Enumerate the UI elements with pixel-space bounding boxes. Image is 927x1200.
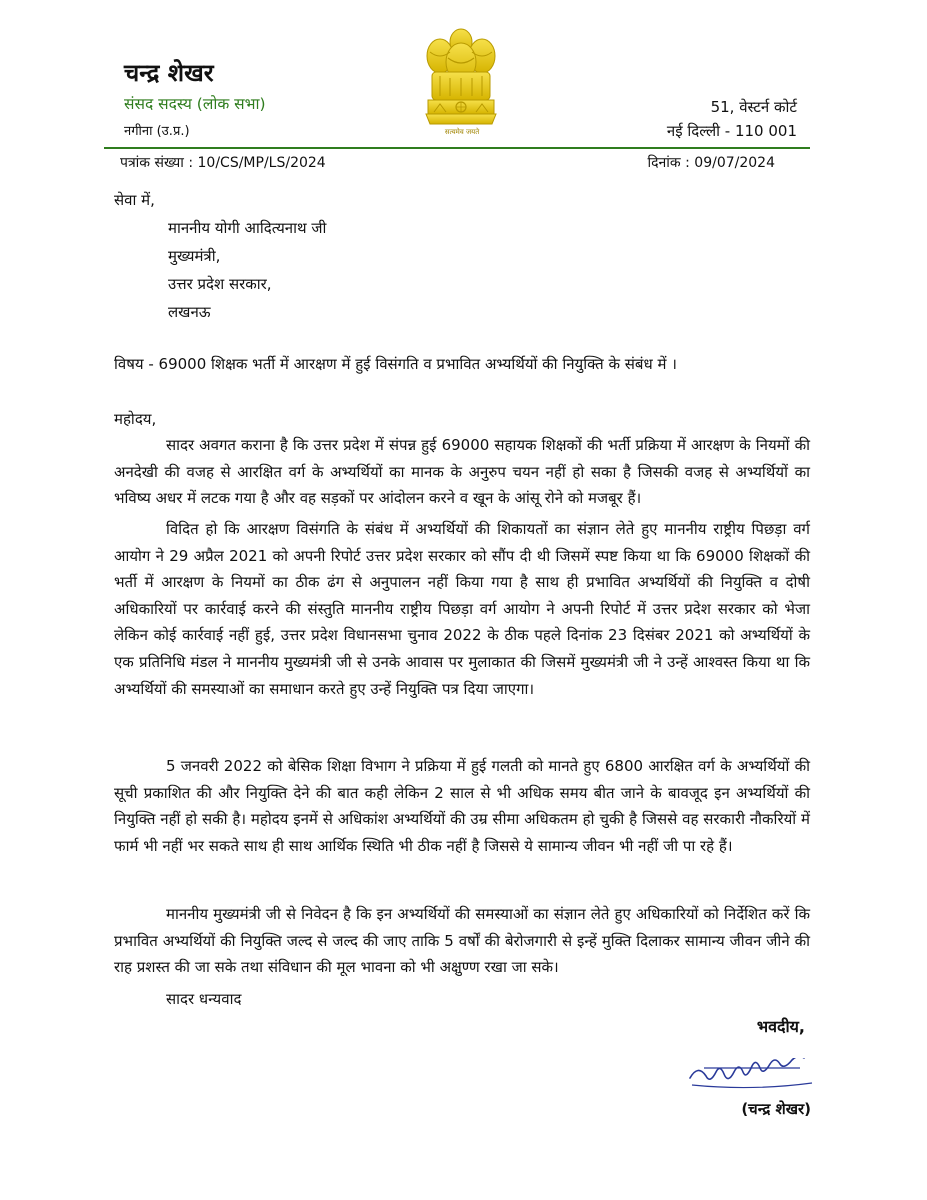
letterhead-divider xyxy=(104,147,810,149)
handwritten-signature xyxy=(686,1058,818,1092)
paragraph-text: माननीय मुख्यमंत्री जी से निवेदन है कि इन अभ्यर्थियों की समस्याओं का संज्ञान लेते हुए अधिकारियों को निर्देशित करें कि प्रभावित अभ्यर्थियों की नियुक्ति जल्द से जल्द की जाए ताकि 5 वर्षों की बेरोजगारी से इन्हें मुक्ति दिलाकर सामान्य जीवन जीने की राह प्रशस्त की जा सके तथा संविधान की मूल भावना को भी अक्षुण्ण रखा जा सके। xyxy=(114,905,810,977)
body-paragraph xyxy=(114,516,810,702)
body-paragraph xyxy=(114,901,810,981)
closing-thanks: सादर धन्यवाद xyxy=(166,990,242,1008)
sender-designation: संसद सदस्य (लोक सभा) xyxy=(124,95,266,113)
national-emblem-icon xyxy=(418,22,504,140)
recipient-line: लखनऊ xyxy=(168,303,211,321)
letter-date: दिनांक : 09/07/2024 xyxy=(647,155,775,171)
greeting: महोदय, xyxy=(114,410,157,428)
salutation-to: सेवा में, xyxy=(114,191,155,209)
closing-yours: भवदीय, xyxy=(756,1017,805,1036)
recipient-line: मुख्यमंत्री, xyxy=(168,247,221,265)
letter-subject: विषय - 69000 शिक्षक भर्ती में आरक्षण में हुई विसंगति व प्रभावित अभ्यर्थियों की नियुक्ति के संबंध में । xyxy=(114,355,677,373)
body-paragraph xyxy=(114,432,810,512)
paragraph-text: सादर अवगत कराना है कि उत्तर प्रदेश में संपन्न हुई 69000 सहायक शिक्षकों की भर्ती प्रक्रिया में आरक्षण के नियमों की अनदेखी की वजह से आरक्षित वर्ग के अभ्यर्थियों का मानक के अनुरुप चयन नहीं हो सका है जिसकी वजह से अभ्यर्थियों का भविष्य अधर में लटक गया है और वह सड़कों पर आंदोलन करने व खून के आंसू रोने को मजबूर हैं। xyxy=(114,436,810,508)
emblem-motto: सत्यमेव जयते xyxy=(444,128,480,136)
recipient-line: उत्तर प्रदेश सरकार, xyxy=(168,275,272,293)
paragraph-text: विदित हो कि आरक्षण विसंगति के संबंध में अभ्यर्थियों की शिकायतों का संज्ञान लेते हुए माननीय राष्ट्रीय पिछड़ा वर्ग आयोग ने 29 अप्रैल 2021 को अपनी रिपोर्ट उत्तर प्रदेश सरकार को सौंप दी थी जिसमें स्पष्ट किया था कि 69000 शिक्षकों की भर्ती में आरक्षण के नियमों का ठीक ढंग से अनुपालन नहीं किया गया है साथ ही प्रभावित अभ्यर्थियों की नियुक्ति व दोषी अधिकारियों पर कार्रवाई करने की संस्तुति माननीय राष्ट्रीय पिछड़ा वर्ग आयोग ने अपनी रिपोर्ट में उत्तर प्रदेश सरकार को भेजा लेकिन कोई कार्रवाई नहीं हुई, उत्तर प्रदेश विधानसभा चुनाव 2022 के ठीक पहले दिनांक 23 दिसंबर 2021 को अभ्यर्थियों के एक प्रतिनिधि मंडल ने माननीय मुख्यमंत्री जी से उनके आवास पर मुलाकात की जिसमें मुख्यमंत्री जी ने उन्हें आश्वस्त किया था कि अभ्यर्थियों की समस्याओं का समाधान करते हुए उन्हें नियुक्ति पत्र दिया जाएगा। xyxy=(114,520,810,698)
address-line-1: 51, वेस्टर्न कोर्ट xyxy=(710,98,797,116)
sender-name: चन्द्र शेखर xyxy=(124,59,214,87)
paragraph-text: 5 जनवरी 2022 को बेसिक शिक्षा विभाग ने प्रक्रिया में हुई गलती को मानते हुए 6800 आरक्षित वर्ग के अभ्यर्थियों की सूची प्रकाशित की और नियुक्ति देने की बात कही लेकिन 2 साल से भी अधिक समय बीत जाने के बावजूद इन अभ्यर्थियों की नियुक्ति नहीं हो सकी है। महोदय इनमें से अधिकांश अभ्यर्थियों की उम्र सीमा अधिकतम हो चुकी है जिससे वह सरकारी नौकरियों में फार्म भी नहीं भर सकते साथ ही साथ आर्थिक स्थिति भी ठीक नहीं है जिससे ये सामान्य जीवन भी नहीं जी पा रहे हैं। xyxy=(114,757,810,855)
recipient-line: माननीय योगी आदित्यनाथ जी xyxy=(168,219,327,237)
signatory-name: (चन्द्र शेखर) xyxy=(741,1100,811,1118)
sender-constituency: नगीना (उ.प्र.) xyxy=(124,124,190,139)
body-paragraph xyxy=(114,753,810,859)
address-line-2: नई दिल्ली - 110 001 xyxy=(666,122,797,140)
letter-reference-number: पत्रांक संख्या : 10/CS/MP/LS/2024 xyxy=(120,155,326,171)
